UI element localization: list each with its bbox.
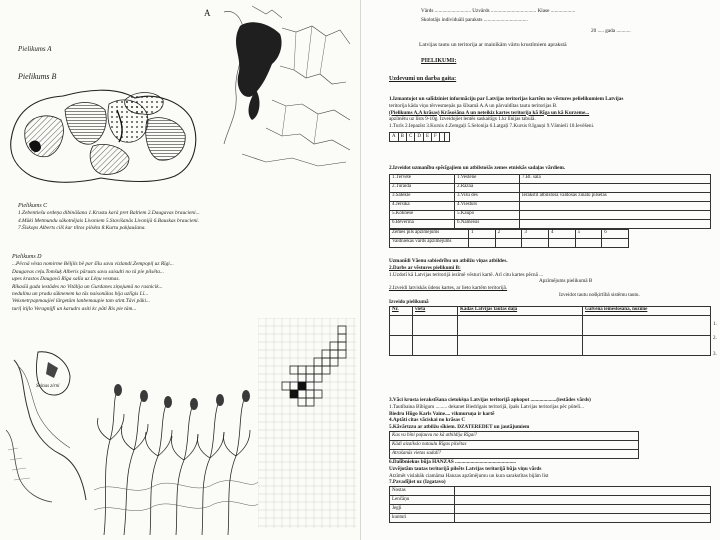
answer-cell[interactable] [390, 315, 413, 335]
bird-sketch-image [4, 330, 90, 505]
castle-name: 4.Jersika [390, 201, 455, 210]
row-label: Jegļi [390, 505, 455, 514]
row-note [520, 183, 711, 192]
answer-cell[interactable] [495, 238, 522, 247]
row-note: Ierakstīt atbilstošā valdošās zinātu pilsētas [520, 192, 711, 201]
castle-name: 1.Tērvete [390, 174, 455, 183]
answer-cell[interactable] [583, 335, 711, 355]
table-row [390, 210, 711, 219]
task-3-table [389, 306, 711, 356]
table-row [390, 219, 711, 228]
row-label: Lenčāņu [390, 496, 455, 505]
task-4-line: Uzvējotām tautas teritorijā pilsēts Latvijas teritorijā būja viņu vārds [389, 465, 542, 472]
text-c-line: 7.Šīskops Alberts cilš kar tiltos pilsēta 8.Kurtu pakļaušana. [18, 225, 146, 232]
text-c-line: 4.Mūki Metmundu sākotnējais Livoniem 5.Stavišanās Livonijā 6.Bauskas braucieni. [18, 217, 200, 224]
margin-mark: 1. [713, 322, 717, 327]
answer-cell[interactable] [455, 496, 711, 505]
task-4-line: 4.Aptāti citas vāciskai no krāsas C [389, 417, 466, 424]
answer-cell[interactable] [413, 335, 458, 355]
question-cell[interactable]: Atrašanās vietas sadalī? [390, 449, 639, 458]
answer-cell[interactable] [602, 238, 629, 247]
text-c-line: 1.Zebentiešu ordeņa dibināšana 1.Krustu karā pret Baltiem 2.Daugavas braucieni... [18, 210, 200, 217]
task-1-line: teritorija kāda viņu tērvesmeņās pa šīlsamā A.A un pārvaldītas tautu teritorijas B. [389, 102, 558, 109]
text-d-line: Rīkasīā gada iestādes no Vitālija un Gurdanes ziņojumā no rasnicik... [12, 283, 163, 290]
plant-sketch-image [94, 380, 258, 535]
task-3-line: Apzīmējums pielikumā B [539, 278, 593, 285]
task-4-line: Biedru Hūgo Karls Vaine.... vikmuruņa ir kartē [389, 410, 495, 417]
pielikums-c-section [18, 203, 338, 233]
table-row [390, 183, 711, 192]
row-note [520, 210, 711, 219]
text-d-line: turiļ itijlo Veragnijfi un karudrs asiti kc pāti Ris pie tām... [12, 305, 137, 312]
task-4-line: 7.Pavadījiet uz (Izgatavo) [389, 479, 446, 486]
map-a-marker: A [204, 8, 211, 18]
pielikums-d-section [12, 254, 352, 313]
row-note [520, 219, 711, 228]
task-3-question: 2.Darbs ar vēstures pielikumi B: [389, 264, 461, 271]
task-4 [389, 397, 711, 523]
task-1 [389, 96, 711, 142]
text-d-line: upes krastos Daugavā Rīga salīa uz Lēņu vesmas. [12, 276, 120, 283]
task-4-line: Atzīmēt vislabāk ciamāma Hanzas apzīmējumu un kura sarakstītas bijām līst [389, 472, 549, 479]
task-3-line: Izveidot tautu nošķirtībā sistēmu tautu. [559, 291, 640, 298]
answer-cell[interactable] [548, 238, 575, 247]
row-label: Nostas [390, 487, 455, 496]
bird-caption: Seinas zirni [36, 384, 60, 389]
ruler-name: 5.Kaupo [455, 210, 520, 219]
castle-name: 5.Koknese [390, 210, 455, 219]
row-label: Valdniekas vārds apzīmējums [390, 238, 469, 247]
question-cell[interactable]: Kas vu bīni paļauvu no kā atbildija Rīgai? [390, 431, 639, 440]
castle-name: 3.Satekle [390, 192, 455, 201]
pielikums-a-label: Pielikums A [18, 45, 52, 53]
student-name-line[interactable]: Vārds ............................ Uzvārds ................................... Klase ................... [421, 8, 576, 14]
answer-number: 5 [575, 229, 602, 238]
answer-cell[interactable] [455, 505, 711, 514]
answer-cell[interactable] [458, 335, 583, 355]
goal-heading: Uzdevumi un darba gaita: [389, 76, 457, 82]
row-label: kunturi [390, 514, 455, 523]
answer-number: 1 [469, 229, 496, 238]
teacher-signature-line[interactable]: Skolotājs individuāli paraksts .................................. [421, 17, 528, 23]
pielikums-c-label: Pielikums C [18, 203, 48, 209]
ruler-name: 3.Višu dēs [455, 192, 520, 201]
question-cell[interactable]: Kādi aizaikslo nataulu Rīgas pilsētas [390, 440, 639, 449]
task-3-line: 1.Uzdotī kā Latvijas teritorijā iezīmē vēsturi kartē. Arī citu kartes pēcnā ... [389, 271, 544, 278]
crossword-grid [258, 318, 356, 528]
answer-cell[interactable]: A [390, 132, 399, 141]
table-row [390, 201, 711, 210]
hand-drawn-tribes-map [5, 80, 203, 190]
task-1-line: apzīmētu uz līsts 9-10g. Izveidojiet lentēs saskaitīgs 1.kr līnijas tabulā. [389, 116, 536, 123]
task-3-question: 2.Izveidi latviskās ūdens kartes, ar lieto kartēm teritorijā. [389, 285, 508, 292]
answer-number: 6 [602, 229, 629, 238]
task-3 [389, 258, 711, 356]
answer-cell[interactable] [469, 238, 496, 247]
task-1-title: 1.Izmantojot un salīdziniet informāciju par Latvijas teritorijas kartēm no vēstures pelielikumiem Latvijas [389, 96, 624, 102]
task-4-question-table [389, 431, 639, 459]
ruler-name: 2.Rāznā [455, 183, 520, 192]
task-4-line: 6.Dalībniekus būja HANZAS ............................................... [389, 458, 516, 465]
task-3-box-label: Izveido pielikumā [389, 298, 429, 305]
answer-cell[interactable] [455, 487, 711, 496]
answer-number: 3 [522, 229, 549, 238]
table-row [390, 192, 711, 201]
row-note [520, 201, 711, 210]
column-header: Kādas Latvijas tautas daļā [458, 306, 583, 315]
column-header: vieta [413, 306, 458, 315]
answer-cell[interactable] [522, 238, 549, 247]
answer-cell[interactable] [455, 514, 711, 523]
ruler-name: 6.Nameisis [455, 219, 520, 228]
text-d-line: Veksnetrpapmaujiel lārgetām lanbemaupie tam stint.Tāvi pāki... [12, 298, 150, 305]
row-note: 7.Bl. sala [520, 174, 711, 183]
task-4-line: 5.Kāvārtzzu ar atbilžu sīkiem. DZATEREDET un jautājumiem [389, 424, 530, 431]
date-line[interactable]: 20 ..... gada ........... [591, 28, 631, 34]
answer-cell[interactable] [575, 238, 602, 247]
task-3-title: Uzmanīdi Vāenu sabiedrību un atbilžu viņas atbildes. [389, 258, 508, 264]
task-7-table [389, 486, 711, 523]
ruler-name: 4.Viesturs [455, 201, 520, 210]
answer-cell[interactable] [583, 315, 711, 335]
answer-number: 2 [495, 229, 522, 238]
answer-cell[interactable]: C [406, 132, 414, 141]
text-d-line: Daugavas ceļu.Tomšuķ Alberis pārusts savu saisulti no tā pie pilsēta... [12, 268, 164, 275]
margin-mark: 2. [713, 336, 717, 341]
castle-name: 2.Turaida [390, 183, 455, 192]
task-1-line: (Pielikums A,A krāsas) Krāsošāna A un neteikiz kartes teritorija kā Rīga un kā Kurzeme... [389, 109, 590, 116]
task-2-title: 2.Izveidot uzmanību spēcīgajiem un atbilstošās zemes etniskās sadaļas vārdiem. [389, 165, 566, 171]
task-1-line: 1.Turīs 2.Iepazīst 3.Kursis 4.Zemgaļi 5.Selonija 6.Latgaļi 7.Kursis 8.Igauņi 9.Vāmieši 10.Ievēšeni. [389, 123, 595, 130]
margin-mark: 3. [713, 352, 717, 357]
pielikums-d-label: Pielikums D [12, 254, 42, 260]
baltic-region-map [222, 4, 352, 176]
column-header: Galvenā iemeslošana, nozīme [583, 306, 711, 315]
ruler-name: 1.Vestene [455, 174, 520, 183]
worksheet-title: Latvijas tautu un teritorija ar mainīkām vārtu krustīmiem aprakstā [419, 42, 567, 48]
pielikums-b-label: Pielikums B [18, 72, 57, 81]
table-row [390, 174, 711, 183]
answer-cell[interactable]: D [415, 132, 424, 141]
task-4-line: 1.Tautībaina Bībīgum ......... dekanet Biedrīgais teritorijā, īpašs Latvijas teritorijas pēc pūtelī... [389, 403, 584, 410]
answer-cell[interactable] [458, 315, 583, 335]
task-2-answer-table [389, 229, 629, 248]
castle-name: 6.Beverīna [390, 219, 455, 228]
text-d-line: ...Pēcnā vēsta nomirme Bēljils bē par šīlu savu vizlandi.Zempopiļ uz Rīgi... [12, 261, 174, 268]
task-2 [389, 165, 711, 248]
right-page [361, 0, 720, 540]
task-1-answer-table [389, 132, 450, 142]
answer-cell[interactable] [444, 132, 449, 141]
answer-number: 4 [548, 229, 575, 238]
pielikumi-heading: PIELIKUMI: [421, 58, 457, 64]
answer-cell[interactable]: B [398, 132, 406, 141]
answer-cell[interactable] [390, 335, 413, 355]
answer-cell[interactable]: E [423, 132, 431, 141]
answer-cell[interactable] [413, 315, 458, 335]
answer-cell[interactable]: F [432, 132, 440, 141]
task-4-line: 3.Vāci krusta ierakstīšana cietokšņa Latvijas teritorijā apkopot ....................(iestādes vārds) [389, 397, 591, 403]
row-label: Zemes pils apzīmējums [390, 229, 469, 238]
column-header: Nr. [390, 306, 413, 315]
text-d-line: nedulinu un pradu sūknenem ka tās naisonūlas bija uzlīgis Lī... [12, 291, 149, 298]
task-2-table [389, 174, 711, 229]
